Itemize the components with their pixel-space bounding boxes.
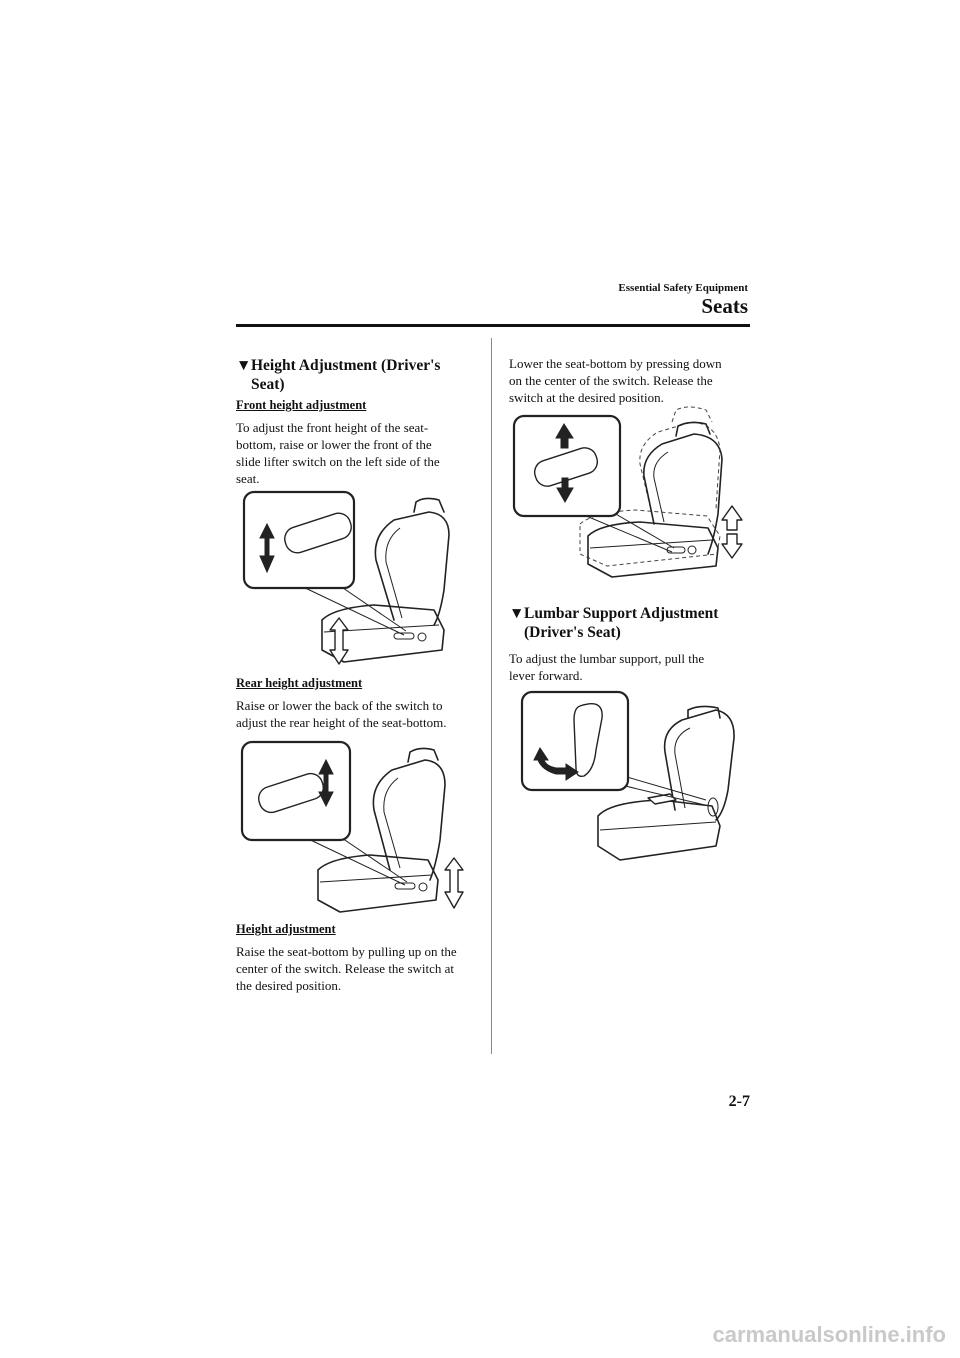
height-adjustment-subheading: Height adjustment: [236, 922, 336, 936]
height-adjustment-text: Raise the seat-bottom by pulling up on the center of the switch. Release the switch at the desired position.: [236, 944, 457, 993]
height-adjustment-heading: ▼Height Adjustment (Driver's Seat): [236, 357, 441, 393]
page-title: Seats: [701, 294, 748, 318]
front-height-text: To adjust the front height of the seat- bottom, raise or lower the front of the slide lifter switch on the left side of the seat.: [236, 420, 440, 486]
rear-height-illustration: [240, 740, 465, 915]
watermark: carmanualsonline.info: [712, 1322, 946, 1347]
lower-seat-illustration: [512, 414, 752, 584]
triangle-marker-icon: ▼: [509, 605, 525, 622]
triangle-marker-icon: ▼: [236, 357, 252, 374]
lumbar-support-heading: ▼Lumbar Support Adjustment (Driver's Seat): [509, 605, 719, 641]
rear-height-text: Raise or lower the back of the switch to adjust the rear height of the seat-bottom.: [236, 698, 447, 730]
page-number: 2-7: [728, 1093, 750, 1110]
header-section-label: Essential Safety Equipment: [618, 282, 748, 294]
lumbar-support-illustration: [520, 690, 745, 865]
column-divider: [491, 338, 492, 1054]
lower-seat-text: Lower the seat-bottom by pressing down on the center of the switch. Release the switch at the desired position.: [509, 356, 722, 405]
rear-height-subheading: Rear height adjustment: [236, 676, 363, 690]
front-height-illustration: [244, 490, 469, 670]
header-rule: [236, 324, 750, 327]
front-height-subheading: Front height adjustment: [236, 398, 367, 412]
lumbar-support-text: To adjust the lumbar support, pull the lever forward.: [509, 651, 705, 683]
